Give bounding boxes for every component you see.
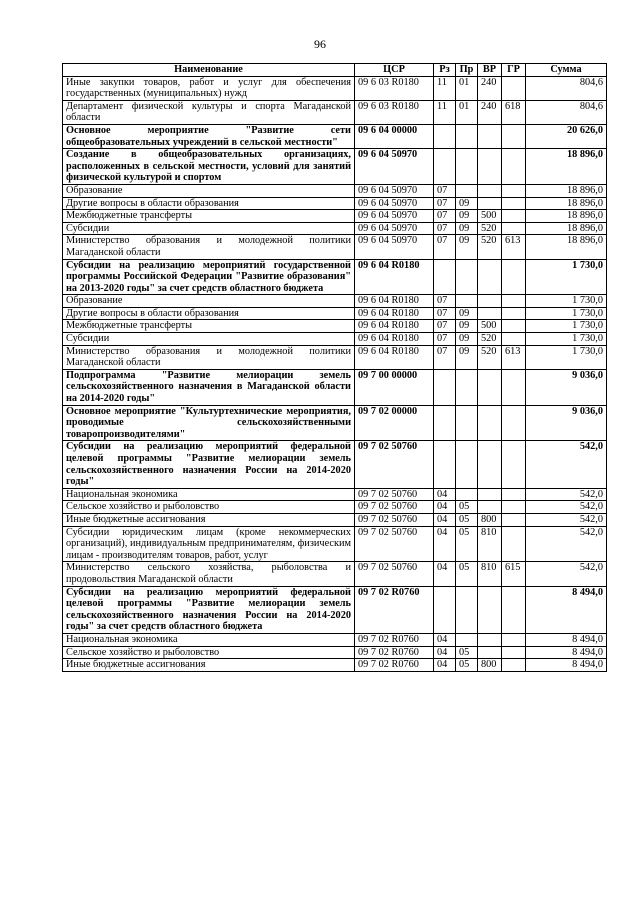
row-pr-cell: 05 bbox=[456, 659, 478, 672]
row-sum-cell: 18 896,0 bbox=[526, 222, 607, 235]
row-rz-cell: 07 bbox=[434, 235, 456, 259]
row-gr-cell bbox=[502, 333, 526, 346]
table-row bbox=[63, 124, 607, 148]
row-gr-cell bbox=[502, 586, 526, 633]
row-name-cell: Субсидии bbox=[63, 222, 355, 235]
table-row bbox=[63, 320, 607, 333]
table-row bbox=[63, 222, 607, 235]
row-csr-cell: 09 7 02 R0760 bbox=[355, 633, 434, 646]
row-pr-cell: 09 bbox=[456, 210, 478, 223]
row-gr-cell bbox=[502, 513, 526, 526]
row-name-cell: Национальная экономика bbox=[63, 633, 355, 646]
row-csr-cell: 09 6 04 R0180 bbox=[355, 295, 434, 308]
row-name-cell: Межбюджетные трансферты bbox=[63, 210, 355, 223]
row-vr-cell bbox=[478, 295, 502, 308]
column-header-name: Наименование bbox=[63, 64, 355, 77]
row-pr-cell: 01 bbox=[456, 76, 478, 100]
row-pr-cell bbox=[456, 124, 478, 148]
row-vr-cell: 800 bbox=[478, 513, 502, 526]
row-sum-cell: 542,0 bbox=[526, 562, 607, 586]
row-gr-cell bbox=[502, 441, 526, 488]
row-name-cell: Сельское хозяйство и рыболовство bbox=[63, 501, 355, 514]
row-name-cell: Субсидии на реализацию мероприятий федеральной целевой программы "Развитие мелиорации земель сельскохозяйственного назначения России на 2014-2020 годы" за счет средств областного бюджета bbox=[63, 586, 355, 633]
table-row bbox=[63, 488, 607, 501]
row-csr-cell: 09 6 04 R0180 bbox=[355, 259, 434, 295]
row-csr-cell: 09 6 04 50970 bbox=[355, 149, 434, 185]
row-gr-cell bbox=[502, 124, 526, 148]
table-header-row bbox=[63, 64, 607, 77]
table-row bbox=[63, 405, 607, 441]
row-csr-cell: 09 6 04 50970 bbox=[355, 210, 434, 223]
row-csr-cell: 09 7 02 R0760 bbox=[355, 646, 434, 659]
row-vr-cell bbox=[478, 184, 502, 197]
row-pr-cell bbox=[456, 184, 478, 197]
row-gr-cell bbox=[502, 501, 526, 514]
row-csr-cell: 09 6 04 50970 bbox=[355, 197, 434, 210]
row-name-cell: Министерство сельского хозяйства, рыболовства и продовольствия Магаданской области bbox=[63, 562, 355, 586]
row-name-cell: Создание в общеобразовательных организациях, расположенных в сельской местности, условий для занятий физической культурой и спортом bbox=[63, 149, 355, 185]
row-rz-cell: 07 bbox=[434, 184, 456, 197]
row-pr-cell: 09 bbox=[456, 333, 478, 346]
row-csr-cell: 09 7 02 50760 bbox=[355, 513, 434, 526]
row-gr-cell bbox=[502, 488, 526, 501]
table-row bbox=[63, 210, 607, 223]
row-gr-cell bbox=[502, 307, 526, 320]
row-name-cell: Основное мероприятие "Культуртехнические мероприятия, проводимые сельскохозяйственными товаропроизводителями" bbox=[63, 405, 355, 441]
row-pr-cell: 09 bbox=[456, 307, 478, 320]
row-rz-cell bbox=[434, 259, 456, 295]
row-rz-cell: 04 bbox=[434, 659, 456, 672]
row-csr-cell: 09 7 02 50760 bbox=[355, 501, 434, 514]
row-vr-cell: 810 bbox=[478, 562, 502, 586]
row-pr-cell bbox=[456, 369, 478, 405]
row-rz-cell: 11 bbox=[434, 100, 456, 124]
row-csr-cell: 09 7 02 50760 bbox=[355, 526, 434, 562]
table-row bbox=[63, 501, 607, 514]
row-sum-cell: 804,6 bbox=[526, 76, 607, 100]
row-sum-cell: 542,0 bbox=[526, 501, 607, 514]
row-csr-cell: 09 7 02 R0760 bbox=[355, 659, 434, 672]
row-vr-cell: 240 bbox=[478, 100, 502, 124]
table-row bbox=[63, 333, 607, 346]
table-row bbox=[63, 76, 607, 100]
column-header-rz: Рз bbox=[434, 64, 456, 77]
row-rz-cell bbox=[434, 586, 456, 633]
table-row bbox=[63, 259, 607, 295]
table-row bbox=[63, 197, 607, 210]
row-rz-cell: 07 bbox=[434, 345, 456, 369]
column-header-sum: Сумма bbox=[526, 64, 607, 77]
row-csr-cell: 09 6 04 50970 bbox=[355, 184, 434, 197]
row-csr-cell: 09 6 04 00000 bbox=[355, 124, 434, 148]
row-gr-cell: 615 bbox=[502, 562, 526, 586]
row-sum-cell: 18 896,0 bbox=[526, 210, 607, 223]
row-csr-cell: 09 6 04 R0180 bbox=[355, 345, 434, 369]
column-header-csr: ЦСР bbox=[355, 64, 434, 77]
table-row bbox=[63, 149, 607, 185]
row-vr-cell bbox=[478, 307, 502, 320]
table-row bbox=[63, 646, 607, 659]
row-vr-cell: 800 bbox=[478, 659, 502, 672]
row-name-cell: Национальная экономика bbox=[63, 488, 355, 501]
row-sum-cell: 8 494,0 bbox=[526, 659, 607, 672]
row-vr-cell bbox=[478, 369, 502, 405]
row-pr-cell: 09 bbox=[456, 345, 478, 369]
row-rz-cell bbox=[434, 441, 456, 488]
row-sum-cell: 18 896,0 bbox=[526, 197, 607, 210]
row-vr-cell: 500 bbox=[478, 210, 502, 223]
row-gr-cell bbox=[502, 369, 526, 405]
row-sum-cell: 542,0 bbox=[526, 488, 607, 501]
table-row bbox=[63, 295, 607, 308]
row-vr-cell bbox=[478, 501, 502, 514]
table-row bbox=[63, 345, 607, 369]
row-vr-cell bbox=[478, 488, 502, 501]
row-sum-cell: 1 730,0 bbox=[526, 307, 607, 320]
row-vr-cell: 810 bbox=[478, 526, 502, 562]
row-name-cell: Межбюджетные трансферты bbox=[63, 320, 355, 333]
table-row bbox=[63, 633, 607, 646]
row-gr-cell: 613 bbox=[502, 235, 526, 259]
row-gr-cell bbox=[502, 526, 526, 562]
row-vr-cell: 520 bbox=[478, 222, 502, 235]
table-row bbox=[63, 513, 607, 526]
row-vr-cell bbox=[478, 441, 502, 488]
row-csr-cell: 09 6 04 R0180 bbox=[355, 307, 434, 320]
row-sum-cell: 1 730,0 bbox=[526, 295, 607, 308]
row-rz-cell bbox=[434, 124, 456, 148]
row-rz-cell: 11 bbox=[434, 76, 456, 100]
row-sum-cell: 9 036,0 bbox=[526, 405, 607, 441]
row-sum-cell: 542,0 bbox=[526, 526, 607, 562]
row-name-cell: Основное мероприятие "Развитие сети общеобразовательных учреждений в сельской местности" bbox=[63, 124, 355, 148]
row-vr-cell bbox=[478, 405, 502, 441]
row-rz-cell: 04 bbox=[434, 488, 456, 501]
row-sum-cell: 1 730,0 bbox=[526, 320, 607, 333]
row-csr-cell: 09 6 04 50970 bbox=[355, 222, 434, 235]
row-sum-cell: 1 730,0 bbox=[526, 345, 607, 369]
row-vr-cell: 520 bbox=[478, 333, 502, 346]
row-vr-cell: 520 bbox=[478, 345, 502, 369]
row-rz-cell bbox=[434, 369, 456, 405]
row-pr-cell: 09 bbox=[456, 320, 478, 333]
row-vr-cell bbox=[478, 124, 502, 148]
row-rz-cell: 07 bbox=[434, 307, 456, 320]
row-pr-cell: 05 bbox=[456, 646, 478, 659]
row-gr-cell bbox=[502, 659, 526, 672]
column-header-pr: Пр bbox=[456, 64, 478, 77]
table-row bbox=[63, 100, 607, 124]
column-header-vr: ВР bbox=[478, 64, 502, 77]
row-csr-cell: 09 6 03 R0180 bbox=[355, 76, 434, 100]
row-pr-cell bbox=[456, 149, 478, 185]
row-name-cell: Субсидии на реализацию мероприятий федеральной целевой программы "Развитие мелиорации земель сельскохозяйственного назначения России на 2014-2020 годы" bbox=[63, 441, 355, 488]
row-pr-cell: 05 bbox=[456, 526, 478, 562]
row-pr-cell: 05 bbox=[456, 501, 478, 514]
row-pr-cell: 09 bbox=[456, 197, 478, 210]
row-vr-cell: 520 bbox=[478, 235, 502, 259]
table-row bbox=[63, 659, 607, 672]
row-rz-cell: 04 bbox=[434, 633, 456, 646]
row-pr-cell bbox=[456, 586, 478, 633]
row-name-cell: Субсидии на реализацию мероприятий государственной программы Российской Федерации "Развитие образования" на 2013-2020 годы" за счет средств областного бюджета bbox=[63, 259, 355, 295]
row-csr-cell: 09 7 02 50760 bbox=[355, 488, 434, 501]
row-pr-cell bbox=[456, 259, 478, 295]
row-rz-cell: 04 bbox=[434, 501, 456, 514]
row-csr-cell: 09 7 02 00000 bbox=[355, 405, 434, 441]
row-rz-cell: 07 bbox=[434, 320, 456, 333]
row-sum-cell: 542,0 bbox=[526, 513, 607, 526]
row-vr-cell bbox=[478, 149, 502, 185]
row-csr-cell: 09 6 04 50970 bbox=[355, 235, 434, 259]
row-sum-cell: 1 730,0 bbox=[526, 333, 607, 346]
table-row bbox=[63, 307, 607, 320]
row-name-cell: Другие вопросы в области образования bbox=[63, 197, 355, 210]
row-rz-cell: 04 bbox=[434, 513, 456, 526]
row-name-cell: Министерство образования и молодежной политики Магаданской области bbox=[63, 235, 355, 259]
row-rz-cell: 04 bbox=[434, 562, 456, 586]
row-pr-cell: 05 bbox=[456, 513, 478, 526]
row-csr-cell: 09 6 04 R0180 bbox=[355, 333, 434, 346]
row-gr-cell: 613 bbox=[502, 345, 526, 369]
row-sum-cell: 8 494,0 bbox=[526, 633, 607, 646]
row-csr-cell: 09 7 02 50760 bbox=[355, 562, 434, 586]
row-vr-cell bbox=[478, 646, 502, 659]
row-sum-cell: 9 036,0 bbox=[526, 369, 607, 405]
row-name-cell: Министерство образования и молодежной политики Магаданской области bbox=[63, 345, 355, 369]
row-pr-cell: 09 bbox=[456, 235, 478, 259]
row-gr-cell bbox=[502, 210, 526, 223]
row-gr-cell bbox=[502, 149, 526, 185]
table-row bbox=[63, 586, 607, 633]
row-csr-cell: 09 6 04 R0180 bbox=[355, 320, 434, 333]
row-gr-cell bbox=[502, 197, 526, 210]
row-gr-cell bbox=[502, 184, 526, 197]
row-vr-cell bbox=[478, 197, 502, 210]
row-name-cell: Подпрограмма "Развитие мелиорации земель сельскохозяйственного назначения в Магаданской области на 2014-2020 годы" bbox=[63, 369, 355, 405]
column-header-gr: ГР bbox=[502, 64, 526, 77]
row-pr-cell: 09 bbox=[456, 222, 478, 235]
row-name-cell: Образование bbox=[63, 184, 355, 197]
row-gr-cell bbox=[502, 633, 526, 646]
row-gr-cell bbox=[502, 320, 526, 333]
row-rz-cell bbox=[434, 405, 456, 441]
row-pr-cell bbox=[456, 441, 478, 488]
table-row bbox=[63, 441, 607, 488]
table-row bbox=[63, 562, 607, 586]
row-vr-cell bbox=[478, 586, 502, 633]
row-sum-cell: 542,0 bbox=[526, 441, 607, 488]
row-csr-cell: 09 7 02 R0760 bbox=[355, 586, 434, 633]
row-rz-cell: 07 bbox=[434, 333, 456, 346]
row-gr-cell bbox=[502, 259, 526, 295]
budget-table bbox=[62, 63, 607, 672]
row-sum-cell: 18 896,0 bbox=[526, 149, 607, 185]
row-rz-cell: 04 bbox=[434, 646, 456, 659]
row-pr-cell bbox=[456, 633, 478, 646]
row-sum-cell: 20 626,0 bbox=[526, 124, 607, 148]
row-name-cell: Департамент физической культуры и спорта Магаданской области bbox=[63, 100, 355, 124]
row-gr-cell bbox=[502, 646, 526, 659]
row-name-cell: Иные бюджетные ассигнования bbox=[63, 659, 355, 672]
row-rz-cell: 07 bbox=[434, 210, 456, 223]
table-row bbox=[63, 369, 607, 405]
row-name-cell: Иные закупки товаров, работ и услуг для обеспечения государственных (муниципальных) нужд bbox=[63, 76, 355, 100]
row-name-cell: Образование bbox=[63, 295, 355, 308]
row-sum-cell: 8 494,0 bbox=[526, 586, 607, 633]
row-pr-cell bbox=[456, 488, 478, 501]
row-sum-cell: 8 494,0 bbox=[526, 646, 607, 659]
row-pr-cell: 01 bbox=[456, 100, 478, 124]
row-vr-cell: 500 bbox=[478, 320, 502, 333]
row-name-cell: Другие вопросы в области образования bbox=[63, 307, 355, 320]
table-body bbox=[63, 76, 607, 671]
row-sum-cell: 18 896,0 bbox=[526, 184, 607, 197]
page-number: 96 bbox=[314, 37, 326, 51]
row-csr-cell: 09 7 00 00000 bbox=[355, 369, 434, 405]
row-sum-cell: 1 730,0 bbox=[526, 259, 607, 295]
row-name-cell: Субсидии юридическим лицам (кроме некоммерческих организаций), индивидуальным предпринимателям, физическим лицам - производителям товаров, работ, услуг bbox=[63, 526, 355, 562]
row-csr-cell: 09 7 02 50760 bbox=[355, 441, 434, 488]
row-pr-cell bbox=[456, 405, 478, 441]
table-row bbox=[63, 526, 607, 562]
row-csr-cell: 09 6 03 R0180 bbox=[355, 100, 434, 124]
row-gr-cell: 618 bbox=[502, 100, 526, 124]
row-gr-cell bbox=[502, 295, 526, 308]
row-gr-cell bbox=[502, 405, 526, 441]
row-name-cell: Иные бюджетные ассигнования bbox=[63, 513, 355, 526]
row-rz-cell: 07 bbox=[434, 197, 456, 210]
row-gr-cell bbox=[502, 222, 526, 235]
row-vr-cell bbox=[478, 633, 502, 646]
row-rz-cell: 07 bbox=[434, 222, 456, 235]
table-row bbox=[63, 235, 607, 259]
row-vr-cell bbox=[478, 259, 502, 295]
row-rz-cell: 07 bbox=[434, 295, 456, 308]
row-rz-cell bbox=[434, 149, 456, 185]
row-pr-cell: 05 bbox=[456, 562, 478, 586]
row-name-cell: Субсидии bbox=[63, 333, 355, 346]
row-pr-cell bbox=[456, 295, 478, 308]
row-sum-cell: 804,6 bbox=[526, 100, 607, 124]
row-rz-cell: 04 bbox=[434, 526, 456, 562]
row-gr-cell bbox=[502, 76, 526, 100]
row-sum-cell: 18 896,0 bbox=[526, 235, 607, 259]
row-name-cell: Сельское хозяйство и рыболовство bbox=[63, 646, 355, 659]
row-vr-cell: 240 bbox=[478, 76, 502, 100]
table-row bbox=[63, 184, 607, 197]
